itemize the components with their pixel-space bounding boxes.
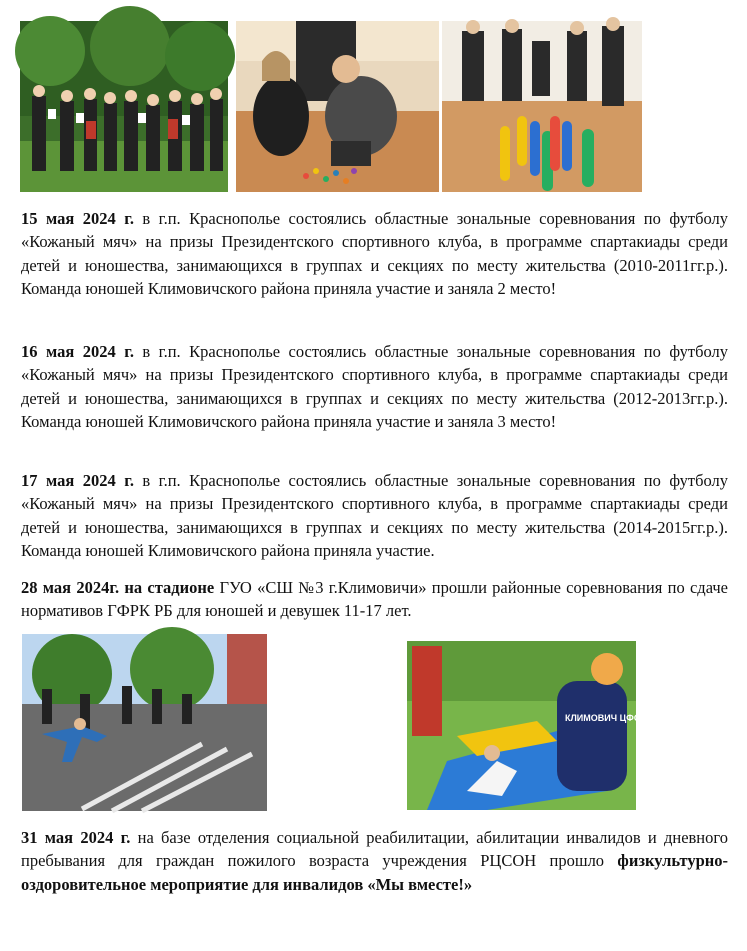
paragraph-bold-tail: физкультурно-оздоровительное мероприятие для инвалидов «Мы вместе!» (21, 851, 728, 894)
paragraph-date: 31 мая 2024 г. (21, 828, 131, 847)
paragraph-text: в г.п. Краснополье состоялись областные зональные соревнования по футболу «Кожаный мяч» на призы Президентского спортивного клуба, в программе спартакиады среди детей и юношества, занимающихся в группах и секциях по месту жительства (2010-2011гг.р.). Команда юношей Климовичского района приняла участие и заняла 2 место! (21, 209, 728, 299)
paragraph-date: 17 мая 2024 г. (21, 471, 134, 490)
paragraph-text: в г.п. Краснополье состоялись областные зональные соревнования по футболу «Кожаный мяч» на призы Президентского спортивного клуба, в программе спартакиады среди детей и юношества, занимающихся в группах и секциях по месту жительства (2014-2015гг.р.). Команда юношей Климовичского района приняла участие. (21, 471, 728, 561)
paragraph-date: 15 мая 2024 г. (21, 209, 134, 228)
photo-exercise-mats (407, 641, 647, 810)
news-paragraph-1 (21, 207, 728, 301)
paragraph-text: в г.п. Краснополье состоялись областные зональные соревнования по футболу «Кожаный мяч» на призы Президентского спортивного клуба, в программе спартакиады среди детей и юношества, занимающихся в группах и секциях по месту жительства (2012-2013гг.р.). Команда юношей Климовичского района приняла участие и заняла 3 место! (21, 342, 728, 432)
paragraph-text: ГУО «СШ №3 г.Климовичи» прошли районные соревнования по сдаче нормативов ГФРК РБ для юношей и девушек 11-17 лет. (21, 578, 728, 621)
paragraph-text: на базе отделения социальной реабилитации, абилитации инвалидов и дневного пребывания для граждан пожилого возраста учреждения РЦСОН прошло (21, 828, 728, 871)
photo-crouching-participants (236, 21, 439, 192)
photo-bowling-pins (442, 21, 642, 192)
paragraph-date: 16 мая 2024 г. (21, 342, 134, 361)
vest-text: КЛИМОВИЧ ЦФОР (565, 713, 647, 723)
news-paragraph-2 (21, 340, 728, 434)
news-paragraph-5 (21, 826, 728, 896)
paragraph-date: 28 мая 2024г. на стадионе (21, 578, 215, 597)
photo-stadium-running (22, 634, 267, 811)
news-paragraph-4 (21, 576, 728, 623)
news-paragraph-3 (21, 469, 728, 563)
group-photo-outdoors (20, 21, 228, 192)
